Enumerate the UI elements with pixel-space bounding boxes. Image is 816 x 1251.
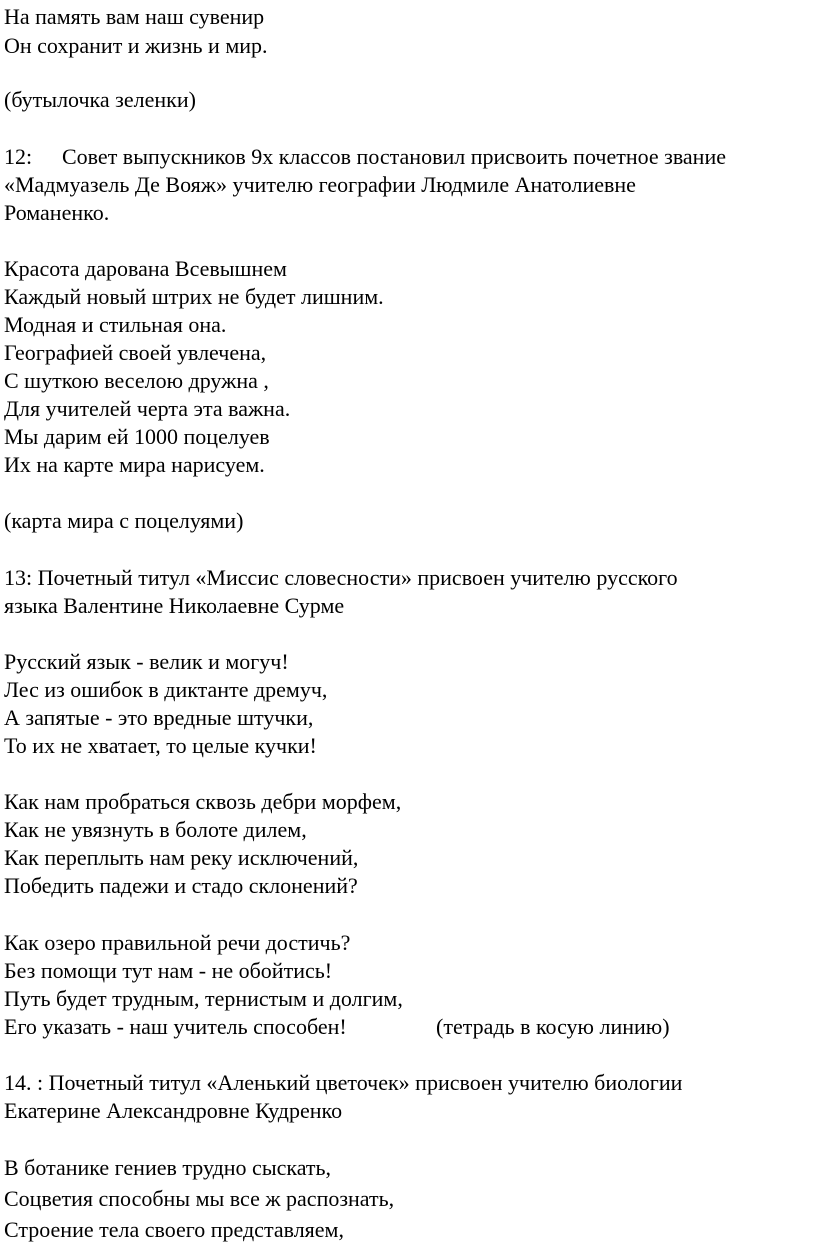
poem-line: Он сохранит и жизнь и мир. <box>4 33 268 58</box>
section-12-heading-line: Романенко. <box>4 200 110 225</box>
poem-line: С шуткою веселою дружна , <box>4 368 269 393</box>
poem-text: Его указать - наш учитель способен! <box>4 1014 347 1039</box>
section-number: 12: <box>4 144 33 169</box>
poem-line: Путь будет трудным, тернистым и долгим, <box>4 986 403 1011</box>
poem-line: На память вам наш сувенир <box>4 4 265 29</box>
poem-line: Их на карте мира нарисуем. <box>4 452 265 477</box>
poem-line: Модная и стильная она. <box>4 312 227 337</box>
prop-note: (тетрадь в косую линию) <box>436 1014 670 1039</box>
section-14-heading-line: 14. : Почетный титул «Аленький цветочек» присвоен учителю биологии <box>4 1070 683 1095</box>
section-13-heading-line: языка Валентине Николаевне Сурме <box>4 593 345 618</box>
poem-line: Как озеро правильной речи достичь? <box>4 930 351 955</box>
poem-line: Без помощи тут нам - не обойтись! <box>4 958 333 983</box>
poem-line: Строение тела своего представляем, <box>4 1217 344 1242</box>
poem-line: Для учителей черта эта важна. <box>4 396 291 421</box>
poem-line: А запятые - это вредные штучки, <box>4 705 314 730</box>
prop-note: (бутылочка зеленки) <box>4 87 196 112</box>
poem-line: То их не хватает, то целые кучки! <box>4 733 317 758</box>
poem-line: Как переплыть нам реку исключений, <box>4 845 359 870</box>
poem-line: Победить падежи и стадо склонений? <box>4 873 358 898</box>
poem-line: Соцветия способны мы все ж распознать, <box>4 1186 395 1211</box>
poem-line: Каждый новый штрих не будет лишним. <box>4 284 384 309</box>
poem-line: Красота дарована Всевышнем <box>4 256 287 281</box>
section-12-heading-line: «Мадмуазель Де Вояж» учителю географии Людмиле Анатолиевне <box>4 172 636 197</box>
section-12-heading-line <box>4 144 726 170</box>
poem-line: Как нам пробраться сквозь дебри морфем, <box>4 789 402 814</box>
heading-text: Совет выпускников 9х классов постановил присвоить почетное звание <box>62 144 726 169</box>
prop-note: (карта мира с поцелуями) <box>4 508 244 533</box>
section-13-heading-line: 13: Почетный титул «Миссис словесности» присвоен учителю русского <box>4 565 678 590</box>
poem-line: Географией своей увлечена, <box>4 340 267 365</box>
section-14-heading-line: Екатерине Александровне Кудренко <box>4 1098 343 1123</box>
poem-line: Лес из ошибок в диктанте дремуч, <box>4 677 328 702</box>
poem-line-with-note <box>4 1014 804 1040</box>
poem-line: В ботанике гениев трудно сыскать, <box>4 1155 332 1180</box>
poem-line: Как не увязнуть в болоте дилем, <box>4 817 307 842</box>
poem-line: Русский язык - велик и могуч! <box>4 649 289 674</box>
poem-line: Мы дарим ей 1000 поцелуев <box>4 424 270 449</box>
